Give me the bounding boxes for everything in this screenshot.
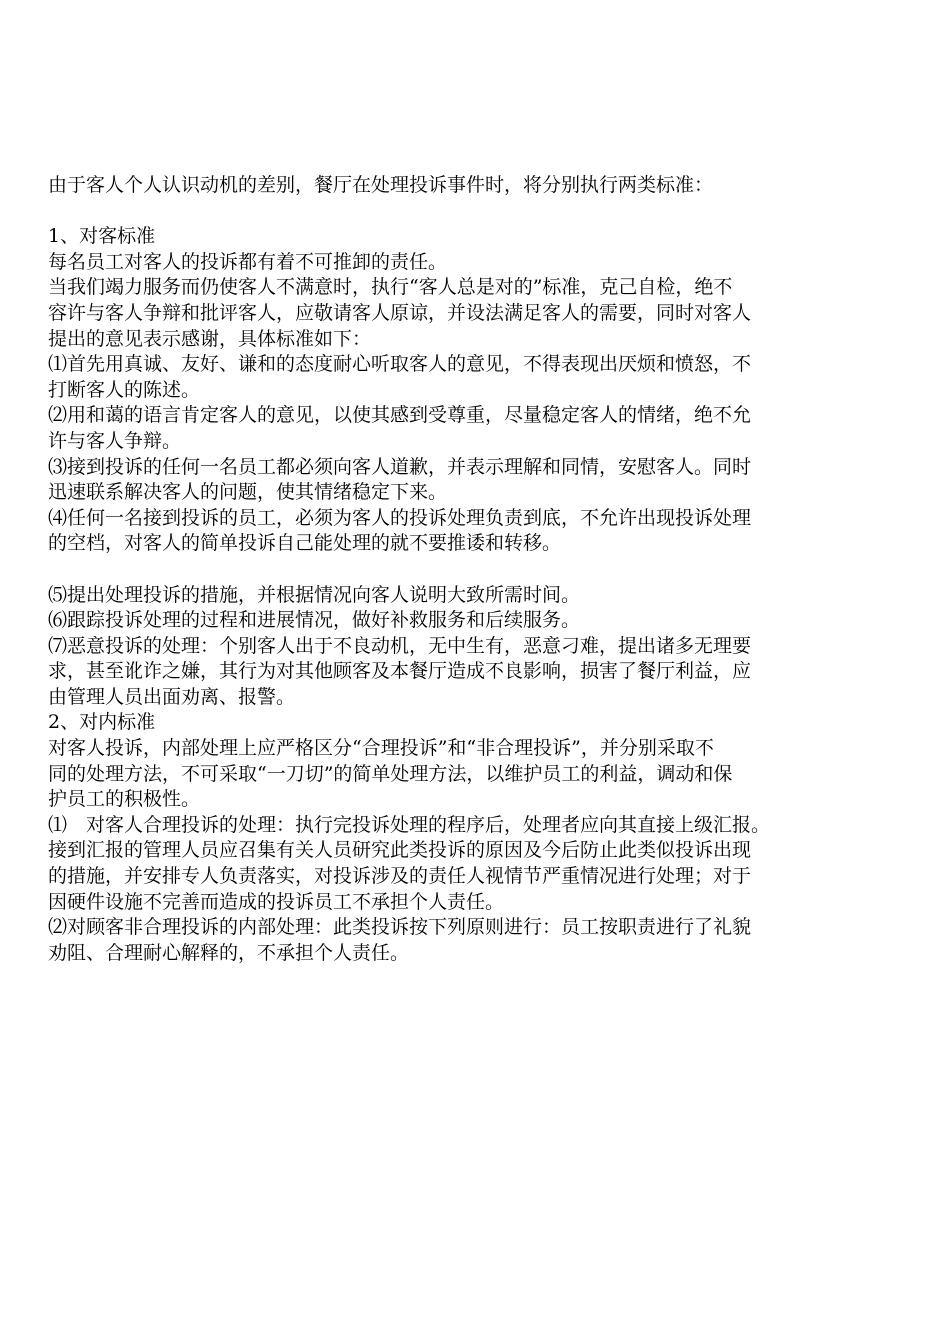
section-heading-guest-standard: 1、对客标准: [48, 225, 156, 248]
section-heading-internal-standard: 2、对内标准: [48, 711, 156, 734]
blank-line: [48, 557, 894, 583]
list-item-line: 打断客人的陈述。: [48, 378, 201, 401]
list-item-line: 求，甚至讹诈之嫌，其行为对其他顾客及本餐厅造成不良影响，损害了餐厅利益，应: [48, 660, 752, 683]
list-item-line: 由管理人员出面劝离、报警。: [48, 685, 296, 708]
list-item-line: ⑶接到投诉的任何一名员工都必须向客人道歉，并表示理解和同情，安慰客人。同时: [48, 455, 752, 478]
list-item-line: 许与客人争辩。: [48, 429, 182, 452]
blank-line: [48, 199, 894, 225]
section-guest-standard-body-continued: [48, 583, 894, 711]
list-item-line: 因硬件设施不完善而造成的投诉员工不承担个人责任。: [48, 890, 505, 913]
document-body: [48, 173, 894, 966]
text-line: 对客人投诉，内部处理上应严格区分“合理投诉”和“非合理投诉”，并分别采取不: [48, 737, 714, 760]
list-item-line: ⑷任何一名接到投诉的员工，必须为客人的投诉处理负责到底，不允许出现投诉处理: [48, 506, 752, 529]
text-line: 容许与客人争辩和批评客人，应敬请客人原谅，并设法满足客人的需要，同时对客人: [48, 301, 752, 324]
list-item-line: ⑹跟踪投诉处理的过程和进展情况，做好补救服务和后续服务。: [48, 609, 581, 632]
list-item-line: ⑴首先用真诚、友好、谦和的态度耐心听取客人的意见，不得表现出厌烦和愤怒，不: [48, 353, 752, 376]
text-line: 同的处理方法，不可采取“一刀切”的简单处理方法，以维护员工的利益，调动和保: [48, 762, 733, 785]
section-internal-standard-body: [48, 736, 894, 966]
list-item-line: ⑺恶意投诉的处理：个别客人出于不良动机，无中生有，恶意刁难，提出诸多无理要: [48, 634, 752, 657]
text-line: 提出的意见表示感谢，具体标准如下：: [48, 327, 372, 350]
list-item-line: 劝阻、合理耐心解释的，不承担个人责任。: [48, 941, 410, 964]
list-item-line: ⑵对顾客非合理投诉的内部处理：此类投诉按下列原则进行：员工按职责进行了礼貌: [48, 916, 752, 939]
list-item-line: 的空档，对客人的简单投诉自己能处理的就不要推诿和转移。: [48, 532, 562, 555]
text-line: 每名员工对客人的投诉都有着不可推卸的责任。: [48, 250, 448, 273]
section-guest-standard-body: [48, 250, 894, 557]
text-line: 当我们竭力服务而仍使客人不满意时，执行“客人总是对的”标准，克己自检，绝不: [48, 276, 733, 299]
text-line: 护员工的积极性。: [48, 788, 201, 811]
list-item-line: 迅速联系解决客人的问题，使其情绪稳定下来。: [48, 481, 448, 504]
list-item-line: ⑸提出处理投诉的措施，并根据情况向客人说明大致所需时间。: [48, 583, 581, 606]
list-item-line: ⑵用和蔼的语言肯定客人的意见，以使其感到受尊重，尽量稳定客人的情绪，绝不允: [48, 404, 752, 427]
list-item-line: 接到汇报的管理人员应召集有关人员研究此类投诉的原因及今后防止此类似投诉出现: [48, 839, 752, 862]
intro-paragraph: 由于客人个人认识动机的差别，餐厅在处理投诉事件时，将分别执行两类标准：: [48, 174, 714, 196]
list-item-line: 的措施，并安排专人负责落实，对投诉涉及的责任人视情节严重情况进行处理；对于: [48, 865, 752, 888]
list-item-line: ⑴ 对客人合理投诉的处理：执行完投诉处理的程序后，处理者应向其直接上级汇报。: [48, 813, 771, 836]
